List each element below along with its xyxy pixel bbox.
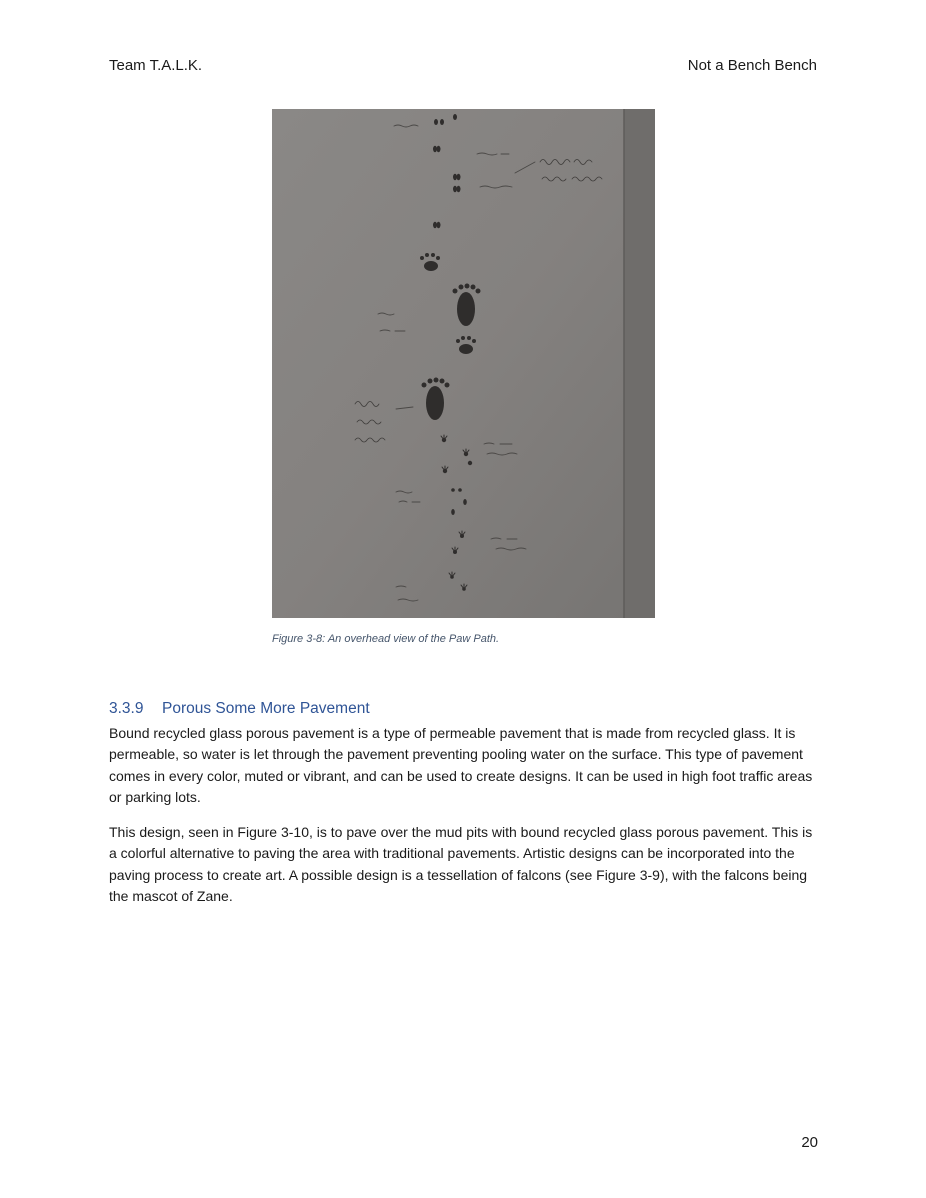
section-number: 3.3.9 (109, 700, 144, 717)
figure-caption: Figure 3-8: An overhead view of the Paw Path. (272, 633, 500, 645)
page-number: 20 (801, 1134, 818, 1151)
section-heading (109, 700, 370, 718)
header-team-name: Team T.A.L.K. (109, 57, 203, 74)
paw-path-sketch-photo (272, 109, 655, 618)
header-document-title: Not a Bench Bench (687, 57, 817, 74)
paragraph-design-proposal: This design, seen in Figure 3-10, is to pave over the mud pits with bound recycled glass porous pavement. This is a colorful alternative to paving the area with traditional pavements. Artistic designs can be incorporated into the paving process to create art. A possible design is a tessellation of falcons (see Figure 3-9), with the falcons being the mascot of Zane. (109, 824, 813, 904)
paw-path-sketch (272, 109, 655, 618)
paragraph-porous-pavement-description: Bound recycled glass porous pavement is a type of permeable pavement that is made from recycled glass. It is permeable, so water is let through the pavement preventing pooling water on the surface. This type of pavement comes in every color, muted or vibrant, and can be used to create designs. It can be used in high foot traffic areas or parking lots. (109, 725, 813, 805)
section-title: Porous Some More Pavement (162, 700, 370, 717)
